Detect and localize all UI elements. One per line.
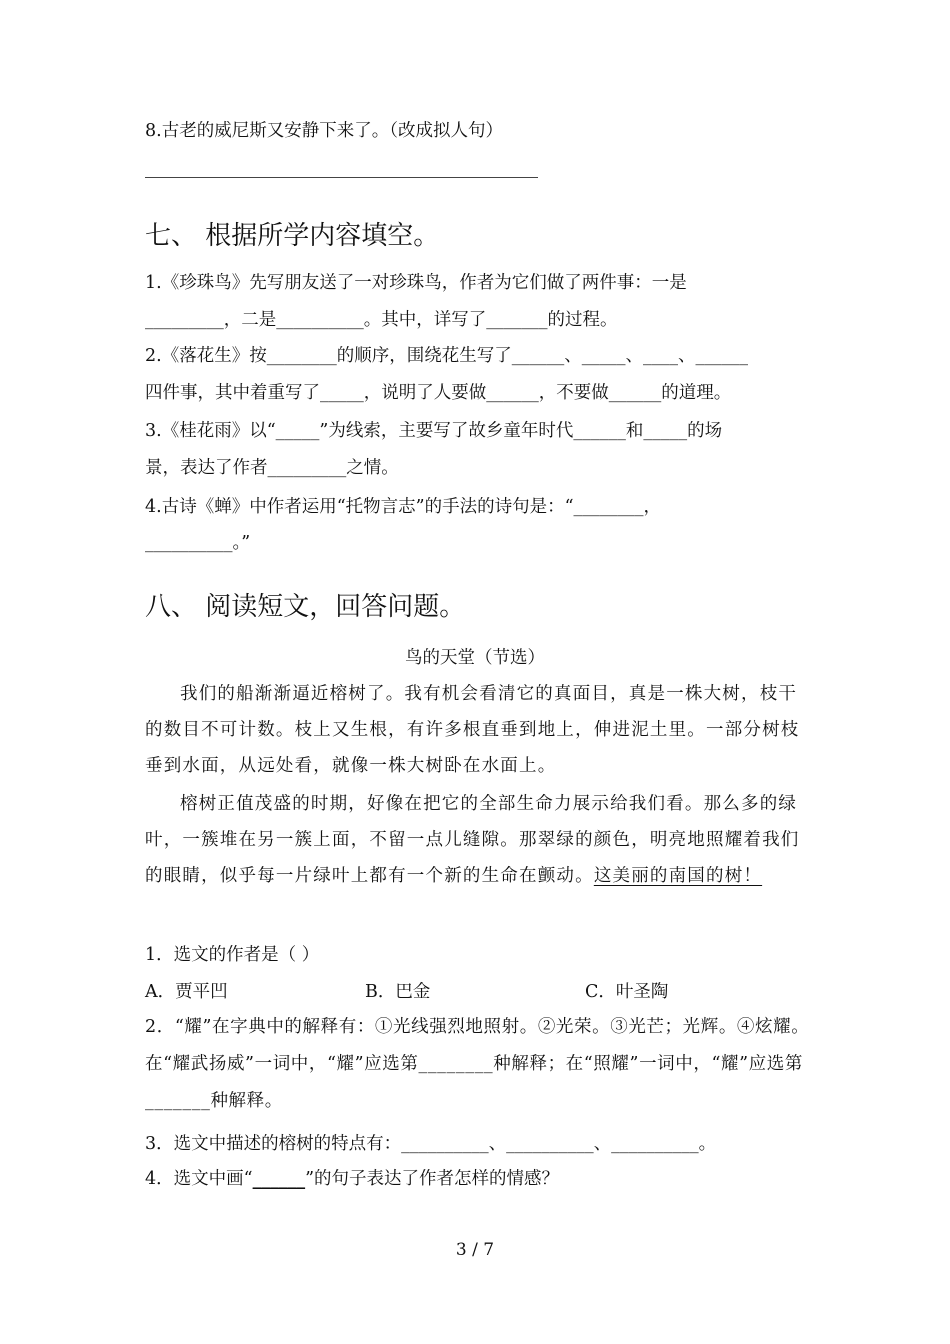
question-8: 8.古老的威尼斯又安静下来了。（改成拟人句） xyxy=(145,121,503,141)
passage-paragraph-1: 我们的船渐渐逼近榕树了。我有机会看清它的真面目，真是一株大树，枝干的数目不可计数。枝上又生根，有许多根直垂到地上，伸进泥土里。一部分树枝垂到水面，从远处看，就像一株大树卧在水面上。 xyxy=(145,684,800,776)
s7-line-1: 1.《珍珠鸟》先写朋友送了一对珍珠鸟，作者为它们做了两件事：一是 xyxy=(145,273,687,293)
question-1: 1．选文的作者是（ ） xyxy=(145,945,320,965)
section-7-heading: 七、 根据所学内容填空。 xyxy=(145,221,440,251)
question-3: 3．选文中描述的榕树的特点有：__________、__________、__________。 xyxy=(145,1134,717,1154)
option-a: A．贾平凹 xyxy=(145,982,228,1002)
option-b: B．巴金 xyxy=(365,982,431,1002)
s7-line-3: 2.《落花生》按________的顺序，围绕花生写了______、_____、____、______ xyxy=(145,346,748,366)
question-4 xyxy=(145,1166,815,1192)
paragraph-2-text: 榕树正值茂盛的时期，好像在把它的全部生命力展示给我们看。那么多的绿叶，一簇堆在另一簇上面，不留一点儿缝隙。那翠绿的颜色，明亮地照耀着我们的眼睛，似乎每一片绿叶上都有一个新的生命在颤动。 xyxy=(145,794,800,886)
question-4-text-a: 4．选文中画“ xyxy=(145,1169,253,1189)
s7-line-6: 景，表达了作者_________之情。 xyxy=(145,458,399,478)
s7-line-8: __________。” xyxy=(145,533,251,553)
passage-title: 鸟的天堂（节选） xyxy=(405,648,545,668)
page-number: 3 / 7 xyxy=(455,1240,495,1260)
question-1-options xyxy=(145,979,815,1005)
s7-line-2: _________，二是__________。其中，详写了_______的过程。 xyxy=(145,310,618,330)
passage-paragraph-2 xyxy=(145,786,810,894)
underline-sample: ______ xyxy=(252,1169,306,1189)
answer-line xyxy=(145,177,538,178)
option-c: C．叶圣陶 xyxy=(585,982,669,1002)
underlined-sentence: 这美丽的南国的树！ xyxy=(593,866,763,886)
question-2: 2．“耀”在字典中的解释有：①光线强烈地照射。②光荣。③光芒；光辉。④炫耀。在“耀武扬威”一词中，“耀”应选第________种解释；在“照耀”一词中，“耀”应选第_______种解释。 xyxy=(145,1017,810,1111)
section-8-heading: 八、 阅读短文，回答问题。 xyxy=(145,592,466,622)
s7-line-5: 3.《桂花雨》以“_____”为线索，主要写了故乡童年时代______和_____的场 xyxy=(145,421,723,441)
question-4-text-b: ”的句子表达了作者怎样的情感？ xyxy=(305,1169,560,1189)
s7-line-4: 四件事，其中着重写了_____，说明了人要做______，不要做______的道理。 xyxy=(145,383,732,403)
s7-line-7: 4.古诗《蝉》中作者运用“托物言志”的手法的诗句是：“________， xyxy=(145,497,662,517)
